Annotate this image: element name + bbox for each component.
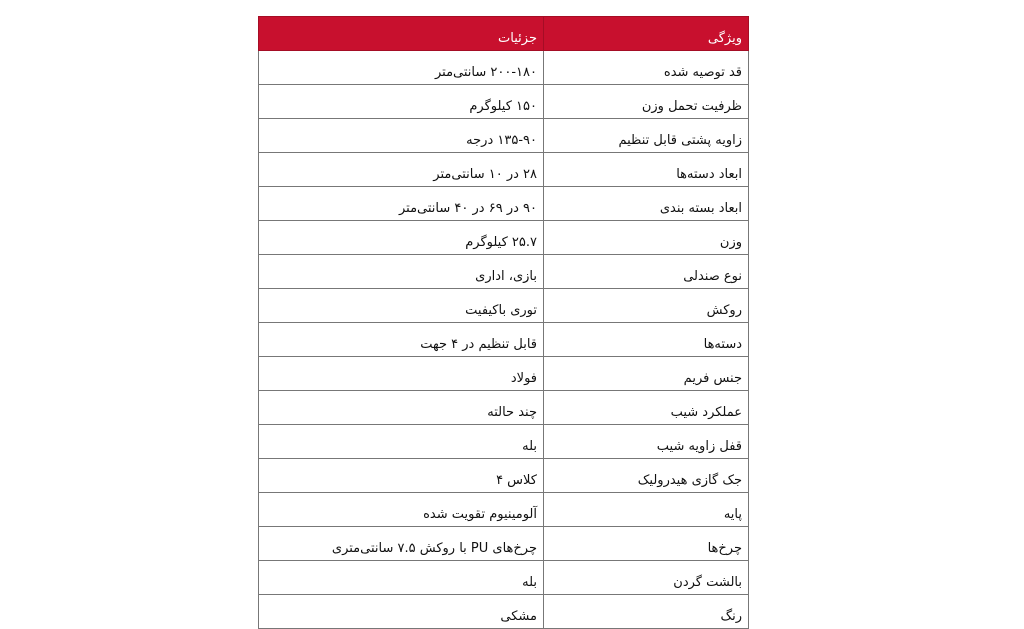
detail-cell: چرخ‌های PU با روکش ۷.۵ سانتی‌متری [259, 527, 544, 561]
table-row [259, 289, 749, 323]
table-row [259, 357, 749, 391]
table-row [259, 221, 749, 255]
feature-cell: قد توصیه شده [544, 51, 749, 85]
table-row [259, 527, 749, 561]
feature-cell: بالشت گردن [544, 561, 749, 595]
detail-cell: فولاد [259, 357, 544, 391]
table-row [259, 255, 749, 289]
table-row [259, 119, 749, 153]
detail-cell: ۱۵۰ کیلوگرم [259, 85, 544, 119]
detail-cell: ۲۸ در ۱۰ سانتی‌متر [259, 153, 544, 187]
table-row [259, 391, 749, 425]
table-row [259, 51, 749, 85]
table-row [259, 493, 749, 527]
feature-cell: ابعاد دسته‌ها [544, 153, 749, 187]
feature-cell: وزن [544, 221, 749, 255]
feature-cell: جنس فریم [544, 357, 749, 391]
header-feature: ویژگی [544, 17, 749, 51]
detail-cell: بله [259, 561, 544, 595]
detail-cell: آلومینیوم تقویت شده [259, 493, 544, 527]
table-header [259, 17, 749, 51]
table-body [259, 51, 749, 629]
detail-cell: ۱۳۵-۹۰ درجه [259, 119, 544, 153]
header-row [259, 17, 749, 51]
feature-cell: ظرفیت تحمل وزن [544, 85, 749, 119]
detail-cell: توری باکیفیت [259, 289, 544, 323]
detail-cell: بله [259, 425, 544, 459]
feature-cell: قفل زاویه شیب [544, 425, 749, 459]
detail-cell: بازی، اداری [259, 255, 544, 289]
detail-cell: ۲۵.۷ کیلوگرم [259, 221, 544, 255]
detail-cell: قابل تنظیم در ۴ جهت [259, 323, 544, 357]
feature-cell: ابعاد بسته بندی [544, 187, 749, 221]
feature-cell: زاویه پشتی قابل تنظیم [544, 119, 749, 153]
table-row [259, 459, 749, 493]
feature-cell: نوع صندلی [544, 255, 749, 289]
table-row [259, 425, 749, 459]
feature-cell: پایه [544, 493, 749, 527]
feature-cell: روکش [544, 289, 749, 323]
feature-cell: رنگ [544, 595, 749, 629]
detail-cell: ۹۰ در ۶۹ در ۴۰ سانتی‌متر [259, 187, 544, 221]
detail-cell: کلاس ۴ [259, 459, 544, 493]
feature-cell: دسته‌ها [544, 323, 749, 357]
table-row [259, 85, 749, 119]
table-row [259, 187, 749, 221]
detail-cell: چند حالته [259, 391, 544, 425]
spec-table [258, 16, 749, 629]
feature-cell: جک گازی هیدرولیک [544, 459, 749, 493]
detail-cell: ۲۰۰-۱۸۰ سانتی‌متر [259, 51, 544, 85]
table-row [259, 595, 749, 629]
header-detail: جزئیات [259, 17, 544, 51]
feature-cell: عملکرد شیب [544, 391, 749, 425]
table-row [259, 323, 749, 357]
table-row [259, 153, 749, 187]
table-row [259, 561, 749, 595]
detail-cell: مشکی [259, 595, 544, 629]
feature-cell: چرخ‌ها [544, 527, 749, 561]
